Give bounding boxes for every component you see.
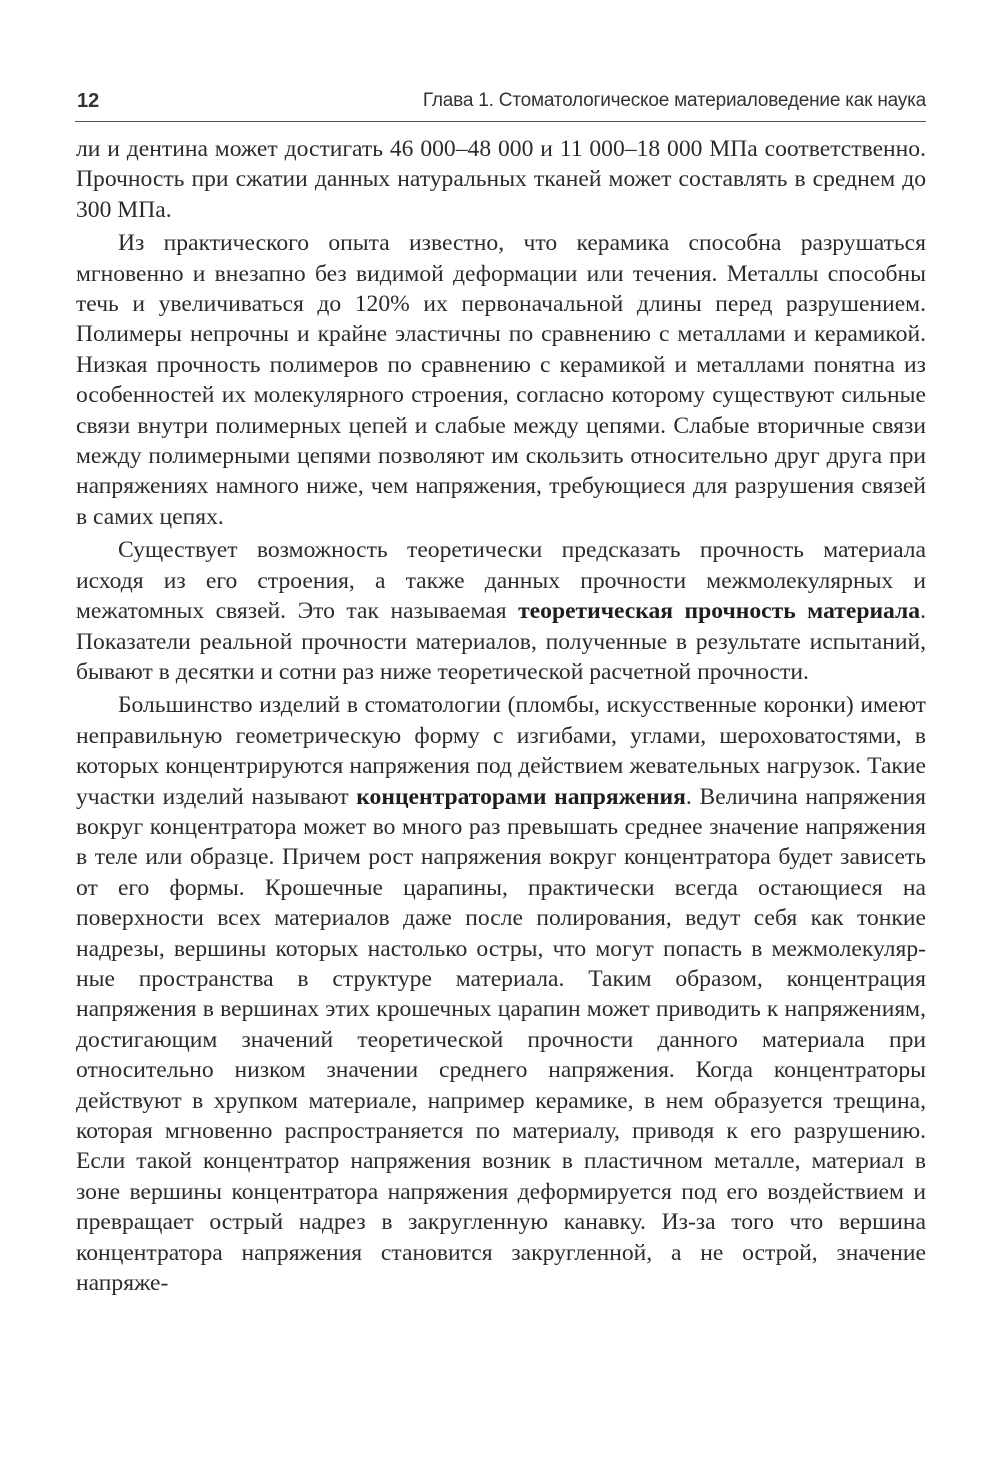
paragraph-text: . Показатели реальной прочности материалов, полученные в результате испытаний, бывают в десятки и сотни раз ниже теоретической расчетной прочности.: [76, 598, 927, 685]
paragraph-text: ли и дентина может достигать 46 000–48 000 и 11 000–18 000 МПа соответственно. Прочность при сжатии данных натуральных тканей может составлять в среднем до 300 МПа.: [76, 136, 926, 223]
paragraph-material-behavior: [76, 228, 926, 532]
paragraph-text: Существует возможность теоретически предсказать прочность материала исходя из его строения, а также данных прочности межмолекулярных и межатомных связей. Это так называемая: [76, 537, 926, 625]
running-header: [75, 88, 926, 118]
paragraph-stress-concentrators: [76, 690, 926, 1298]
term-stress-concentrators: концентраторами напряжения: [356, 783, 686, 810]
paragraph-text: Из практического опыта известно, что керамика способна разрушаться мгновенно и внезапно без видимой деформации или течения. Металлы способны течь и увеличиваться до 120% их первоначальной длины перед разрушением. Полимеры непрочны и крайне эластичны по сравнению с металлами и керамикой. Низкая прочность полимеров по сравнению с керамикой и металлами понятна из особенностей их молекулярного строения, согласно которому существуют сильные связи внутри полимерных цепей и слабые между цепями. Слабые вторичные связи между полимерными цепями позволяют им скользить относительно друг друга при напряжениях намного ниже, чем напряжения, требующиеся для разрушения связей в самих цепях.: [76, 230, 926, 530]
paragraph-continuation: [76, 134, 926, 225]
term-theoretical-strength: теоретическая прочность материала: [518, 598, 921, 625]
header-divider: [75, 121, 926, 122]
paragraph-theoretical-strength: [76, 535, 926, 687]
page-number: 12: [77, 90, 100, 112]
paragraph-text: . Величина напряжения вокруг концентратора может во много раз превышать среднее значение напряжения в теле или образце. Причем рост напряжения вокруг концентратора будет зависеть от его формы. Крошечные царапины, практически всегда остающиеся на поверхности всех материалов даже после полирования, ведут себя как тонкие надрезы, вершины которых настолько остры, что могут попасть в межмолекулярные пространства в структуре материала. Таким образом, концентрация напряжения в вершинах этих крошечных царапин может приводить к напряжениям, достигающим значений теоретической прочности данного материала при относительно низком значении среднего напряжения. Когда концентраторы действуют в хрупком материале, например керамике, в нем образуется трещина, которая мгновенно распространяется по материалу, приводя к его разрушению. Если такой концентратор напряжения возник в пластичном металле, материал в зоне вершины концентратора напряжения деформируется под его воздействием и превращает острый надрез в закругленную канавку. Из-за того что вершина концентратора напряжения становится закругленной, а не острой, значение напряже-: [76, 783, 926, 1297]
chapter-title: Глава 1. Стоматологическое материаловедение как наука: [422, 90, 926, 111]
paragraph-text: Большинство изделий в стоматологии (пломбы, искусственные коронки) имеют неправильную геометрическую форму с изгибами, углами, шероховатостями, в которых концентрируются напряжения под действием жевательных нагрузок. Такие участки изделий называют: [76, 692, 926, 810]
body-text: [76, 134, 926, 1298]
